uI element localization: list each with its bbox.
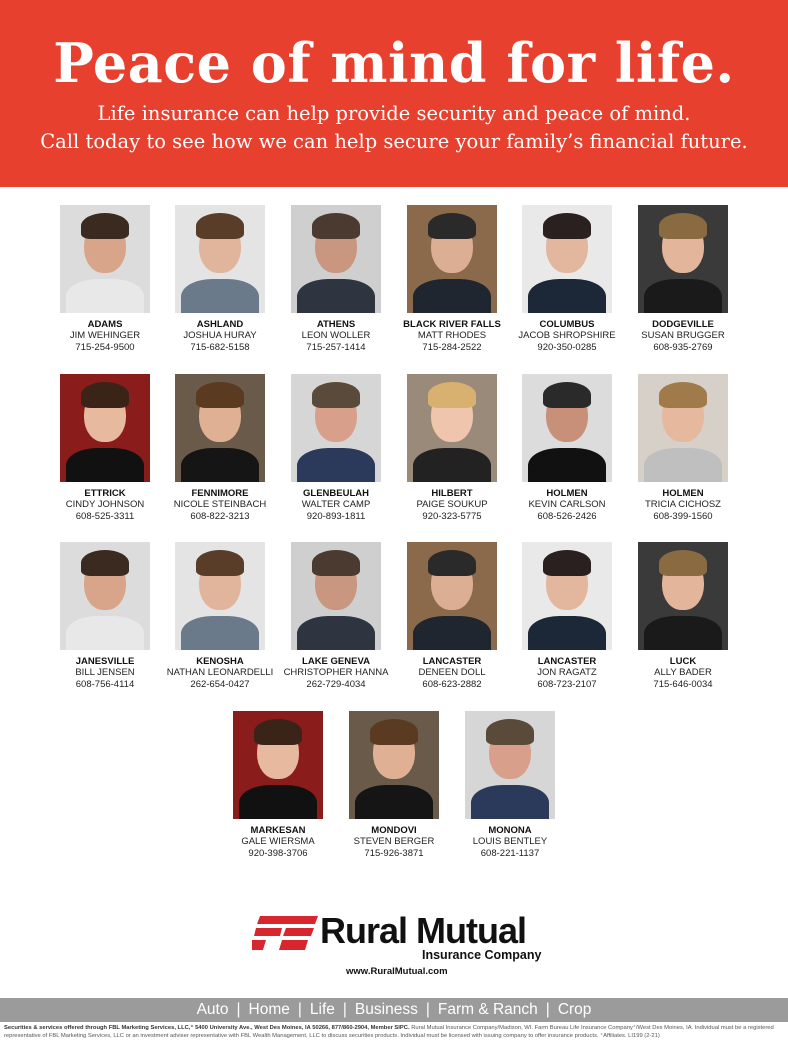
subheadline-1: Life insurance can help provide security and peace of mind.: [97, 102, 691, 125]
agent-phone[interactable]: 608-399-1560: [653, 510, 713, 522]
agent-town: ATHENS: [316, 319, 356, 330]
agent-name: CINDY JOHNSON: [65, 499, 145, 510]
agent-name: TRICIA CICHOSZ: [644, 499, 721, 510]
agent-card: [389, 542, 515, 690]
agent-photo: [233, 711, 323, 819]
agent-card: [42, 205, 168, 353]
agent-phone[interactable]: 920-893-1811: [306, 510, 366, 522]
agent-name: JON RAGATZ: [537, 667, 597, 678]
agent-photo: [291, 542, 381, 650]
agent-photo: [522, 205, 612, 313]
agent-card: [389, 205, 515, 353]
agent-town: DODGEVILLE: [652, 319, 714, 330]
agent-phone[interactable]: 262-654-0427: [190, 678, 250, 690]
agent-phone[interactable]: 608-756-4114: [75, 678, 135, 690]
agent-town: ASHLAND: [196, 319, 244, 330]
agent-name: JACOB SHROPSHIRE: [518, 330, 616, 341]
agent-town: MONONA: [488, 825, 532, 836]
agent-photo: [349, 711, 439, 819]
agent-card: [389, 374, 515, 522]
agent-town: LANCASTER: [422, 656, 482, 667]
agent-name: CHRISTOPHER HANNA: [283, 667, 389, 678]
agent-photo: [175, 542, 265, 650]
agent-town: GLENBEULAH: [303, 488, 369, 499]
agent-town: LAKE GENEVA: [302, 656, 370, 667]
agent-card: [273, 205, 399, 353]
line-farm-ranch: Farm & Ranch: [437, 1001, 538, 1018]
agent-card: [215, 711, 341, 859]
product-lines-bar: Auto | Home | Life | Business | Farm & Ranch | Crop: [0, 998, 788, 1022]
agent-photo: [522, 542, 612, 650]
agent-photo: [60, 205, 150, 313]
agent-name: DENEEN DOLL: [418, 667, 486, 678]
agent-photo: [638, 374, 728, 482]
agent-photo: [175, 374, 265, 482]
line-life: Life: [309, 1001, 335, 1018]
agent-phone[interactable]: 608-221-1137: [480, 847, 540, 859]
agent-name: ALLY BADER: [654, 667, 712, 678]
fb-logo-icon: [252, 916, 318, 950]
agent-town: JANESVILLE: [75, 656, 135, 667]
agent-name: SUSAN BRUGGER: [641, 330, 725, 341]
agent-town: BLACK RIVER FALLS: [403, 319, 501, 330]
agent-photo: [522, 374, 612, 482]
agent-phone[interactable]: 262-729-4034: [306, 678, 366, 690]
agent-phone[interactable]: 715-926-3871: [364, 847, 424, 859]
agent-name: BILL JENSEN: [75, 667, 135, 678]
agent-town: MARKESAN: [250, 825, 306, 836]
agent-town: ADAMS: [87, 319, 123, 330]
agent-phone[interactable]: 715-284-2522: [422, 341, 482, 353]
agent-photo: [407, 374, 497, 482]
agent-name: LOUIS BENTLEY: [472, 836, 548, 847]
legal-disclaimer: [4, 1024, 784, 1040]
subheadline-2: Call today to see how we can help secure your family’s financial future.: [40, 130, 748, 153]
agent-photo: [291, 205, 381, 313]
agent-town: KENOSHA: [196, 656, 244, 667]
agent-name: GALE WIERSMA: [241, 836, 315, 847]
agent-phone[interactable]: 608-822-3213: [190, 510, 250, 522]
agent-town: LANCASTER: [537, 656, 597, 667]
agent-name: WALTER CAMP: [301, 499, 371, 510]
agent-photo: [407, 542, 497, 650]
agent-card: [42, 374, 168, 522]
agent-photo: [175, 205, 265, 313]
agent-card: [504, 205, 630, 353]
agent-card: [331, 711, 457, 859]
agent-card: [157, 542, 283, 690]
agent-photo: [60, 374, 150, 482]
agent-phone[interactable]: 920-350-0285: [537, 341, 597, 353]
agent-name: JIM WEHINGER: [69, 330, 141, 341]
agent-phone[interactable]: 920-398-3706: [248, 847, 308, 859]
agent-phone[interactable]: 715-257-1414: [306, 341, 366, 353]
agent-card: [620, 542, 746, 690]
agent-card: [157, 374, 283, 522]
agent-card: [620, 205, 746, 353]
line-home: Home: [248, 1001, 290, 1018]
line-crop: Crop: [557, 1001, 592, 1018]
agent-photo: [465, 711, 555, 819]
agent-name: NICOLE STEINBACH: [173, 499, 267, 510]
agent-phone[interactable]: 608-526-2426: [537, 510, 597, 522]
agent-town: FENNIMORE: [191, 488, 249, 499]
agent-name: NATHAN LEONARDELLI: [166, 667, 274, 678]
agent-town: MONDOVI: [371, 825, 417, 836]
agent-town: COLUMBUS: [539, 319, 595, 330]
rural-mutual-logo: [252, 910, 552, 977]
agent-town: ETTRICK: [84, 488, 126, 499]
line-auto: Auto: [196, 1001, 229, 1018]
agent-town: LUCK: [669, 656, 697, 667]
disclaimer-text: Rural Mutual Insurance Company/Madison, WI. Farm Bureau Life Insurance Company⁺/West Des Moines, IA. Individual must be a registered representative of FBL Marketing Services, LLC or an investment adviser representative with FBL Wealth Management, LLC to discuss securities products. Individual must be licensed with issuing company to offer insurance products. ⁺Affiliates. LI199 (2-21): [4, 1025, 774, 1039]
agent-town: HOLMEN: [546, 488, 588, 499]
agent-name: STEVEN BERGER: [353, 836, 435, 847]
agent-card: [620, 374, 746, 522]
agent-phone[interactable]: 608-623-2882: [422, 678, 482, 690]
disclaimer-bold: Securities & services offered through FBL Marketing Services, LLC,⁺ 5400 University Ave., West Des Moines, IA 50266, 877/860-2904, Member SIPC.: [4, 1025, 410, 1031]
agent-phone[interactable]: 715-254-9500: [75, 341, 135, 353]
website-link[interactable]: www.RuralMutual.com: [346, 966, 448, 977]
agent-name: JOSHUA HURAY: [183, 330, 257, 341]
agent-card: [273, 542, 399, 690]
company-name: Insurance Company: [422, 948, 542, 962]
agent-card: [447, 711, 573, 859]
hero-banner: [0, 0, 788, 187]
agent-name: LEON WOLLER: [301, 330, 371, 341]
agent-card: [504, 542, 630, 690]
line-business: Business: [354, 1001, 418, 1018]
agent-card: [157, 205, 283, 353]
agent-phone[interactable]: 608-935-2769: [653, 341, 713, 353]
agent-town: HILBERT: [431, 488, 473, 499]
agent-card: [42, 542, 168, 690]
agent-card: [273, 374, 399, 522]
brand-name: Rural Mutual: [320, 910, 527, 951]
agent-phone[interactable]: 920-323-5775: [422, 510, 482, 522]
headline: Peace of mind for life.: [53, 31, 735, 95]
agent-phone[interactable]: 608-525-3311: [75, 510, 135, 522]
agent-photo: [638, 205, 728, 313]
agent-phone[interactable]: 715-682-5158: [190, 341, 250, 353]
agent-town: HOLMEN: [662, 488, 704, 499]
agent-card: [504, 374, 630, 522]
agent-phone[interactable]: 715-646-0034: [653, 678, 713, 690]
agent-name: PAIGE SOUKUP: [416, 499, 488, 510]
agent-photo: [638, 542, 728, 650]
agent-photo: [407, 205, 497, 313]
agent-photo: [291, 374, 381, 482]
agent-phone[interactable]: 608-723-2107: [537, 678, 597, 690]
agent-name: KEVIN CARLSON: [528, 499, 606, 510]
agent-photo: [60, 542, 150, 650]
agent-name: MATT RHODES: [417, 330, 487, 341]
